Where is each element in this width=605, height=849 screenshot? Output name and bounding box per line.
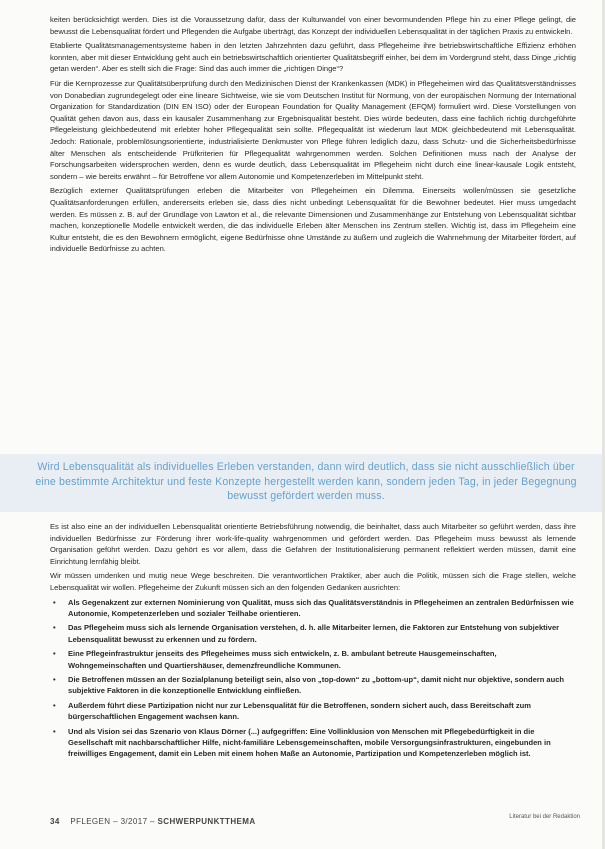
list-item-text: Außerdem führt diese Partizipation nicht nur zur Lebensqualität für die Betroffenen, sondern sichert auch, dass Bereitschaft zum bürgerschaftlichen Engagement wachsen kann. (68, 700, 531, 722)
bullet-icon: • (53, 726, 56, 736)
section-name: SCHWERPUNKTTHEMA (157, 817, 256, 826)
bullet-icon: • (53, 649, 56, 659)
body-paragraph: Bezüglich externer Qualitätsprüfungen erleben die Mitarbeiter von Pflegeheimen ein Dilemma. Einerseits wollen/müssen sie gesetzliche Qualitätsanforderungen erfüllen, andererseits erleben sie, dass dies nicht unbedingt Lebensqualität für die Bewohner bedeutet. Hier muss umgedacht werden. Es müssen z. B. auf der Grundlage von Lawton et al., die relevante Dimensionen und Zusammenhänge zur Entstehung von Lebensqualität sichtbar machen, konzeptionelle Modelle entwickelt werden, die das individuelle Erleben älter Menschen ins Zentrum stellen. Wichtig ist, dass im Pflegeheim eine Kultur entsteht, die es den Bewohnern ermöglicht, eigene Bedürfnisse ohne Umstände zu äußern und zugleich die Wahrnehmung der Mitarbeiter fördert, auf individuelle Bedürfnisse zu achten. (50, 186, 576, 254)
body-paragraph: keiten berücksichtigt werden. Dies ist die Voraussetzung dafür, dass der Kulturwandel von einer bevormundenden Pflege hin zu einer Pflege gelingt, die bewusst die Lebensqualität fördert und Pflegenden die Aufgabe überträgt, das Konzept der individuellen Lebensqualität in der täglichen Praxis zu entwickeln. (50, 15, 576, 36)
list-item-text: Das Pflegeheim muss sich als lernende Organisation verstehen, d. h. alle Mitarbeiter lernen, die Faktoren zur Entstehung von subjektiver Lebensqualität bewusst zu erkennen und zu fördern. (68, 623, 560, 644)
lower-text-block (50, 521, 576, 763)
bullet-icon: • (53, 700, 56, 710)
body-paragraph: Etablierte Qualitätsmanagementsysteme haben in den letzten Jahrzehnten dazu geführt, dass Pflegeheime ihre betriebswirtschaftliche Effizienz erhöhen konnten, aber mit dieser Entwicklung geht auch ein betriebswirtschaftlich orientierter Qualitätsbegriff einher, bei dem im Vordergrund steht, dass Dinge „richtig getan werden“. Aber es stellt sich die Frage: Sind das auch immer die „richtigen Dinge“? (50, 41, 576, 74)
body-paragraph: Es ist also eine an der individuellen Lebensqualität orientierte Betriebsführung notwendig, die beinhaltet, dass auch Mitarbeiter so geführt werden, dass ihre individuellen Bedürfnisse zur Förderung ihrer work-life-quality wahrgenommen und gefördert werden. Das Pflegeheim muss bewusst als lernende Organisation geführt werden. Dazu gehört es vor allem, dass die Gefahren der Institutionalisierung permanent reflektiert werden müssen, damit eine Einrichtung lernfähig bleibt. (50, 522, 576, 566)
list-item (53, 648, 576, 671)
page-number: 34 (50, 817, 60, 826)
list-item (53, 674, 576, 697)
bullet-list (50, 597, 576, 760)
upper-text-block (50, 14, 576, 258)
pull-quote-box (0, 454, 605, 512)
list-item (53, 726, 576, 760)
list-item-text: Als Gegenakzent zur externen Nominierung von Qualität, muss sich das Qualitätsverständnis in Pflegeheimen an zentralen Bedürfnissen wie Autonomie, Kompetenzerleben und sozialer Teilhabe orientieren. (68, 597, 574, 618)
list-item (53, 700, 576, 723)
pull-quote: Wird Lebensqualität als individuelles Erleben verstanden, dann wird deutlich, dass sie nicht ausschließlich über eine bestimmte Architektur und feste Konzepte hergestellt werden kann, sondern jeden Tag, in jeder Begegnung bewusst gefördert werden muss. (35, 461, 577, 503)
list-item-text: Eine Pflegeinfrastruktur jenseits des Pflegeheimes muss sich entwickeln, z. B. ambulant betreute Hausgemeinschaften, Wohngemeinschaften und Quartiershäuser, demenzfreundliche Kommunen. (68, 649, 497, 670)
list-item-text: Und als Vision sei das Szenario von Klaus Dörner (...) aufgegriffen: Eine Vollinklusion von Menschen mit Pflegebedürftigkeit in die Gesellschaft mit nachbarschaftlicher Hilfe, nicht-familiäre Lebensgemeinschaften, mobile Versorgungsinfrastrukturen, eingebunden in freiwilliges Engagement, damit ein Leben mit einem hohen Maße an Autonomie, Partizipation und Kompetenzerleben möglich ist. (68, 726, 551, 759)
bullet-icon: • (53, 623, 56, 633)
body-paragraph: Für die Kernprozesse zur Qualitätsüberprüfung durch den Medizinischen Dienst der Krankenkassen (MDK) in Pflegeheimen wird das Qualitätsverständnisses von Donabedian zugrundegelegt oder eine lineare Sichtweise, wie sie vom Deutschen Institut für Normung, von der europäischen Normung der International Organization for Standardization (DIN EN ISO) oder der European Foundation for Quality Management (EFQM) formuliert wird. Diese Vorstellungen von Qualität gehen davon aus, dass ein kausaler Zusammenhang zur Ergebnisqualität besteht. Dies würde bedeuten, dass eine fachlich richtig durchgeführte Pflegeleistung gleichbedeutend mit erlebter hoher Pflegequalität sein sollte. Pflegequalität ist wiederum laut MDK gleichbedeutend mit Lebensqualität. Jedoch: Rationale, problemlösungsorientierte, industrialisierte Denkmuster von Pflege führen lediglich dazu, dass Schutz- und die Sicherheitsbedürfnisse älter Menschen als entscheidende Prüfkriterien für Pflegequalität wahrgenommen werden. Solchen Definitionen muss nach der Analyse der Forschungsarbeiten widersprochen werden, denn es wurde deutlich, dass Lebensqualität im Pflegeheim nicht durch eine linear-kausale Logik entsteht, sondern – wie bereits erwähnt – für Betroffene vor allem Autonomie und Kompetenzerleben im Mittelpunkt steht. (50, 78, 576, 181)
page-footer (50, 817, 256, 826)
list-item (53, 622, 576, 645)
bullet-icon: • (53, 597, 56, 607)
list-item (53, 597, 576, 620)
references-note: Literatur bei der Redaktion (509, 814, 580, 820)
body-paragraph: Wir müssen umdenken und mutig neue Wege beschreiten. Die verantwortlichen Praktiker, aber auch die Politik, müssen sich die Frage stellen, welche Lebensqualität wir wollen. Pflegeheime der Zukunft müssen sich an den folgenden Gedanken ausrichten: (50, 571, 576, 592)
list-item-text: Die Betroffenen müssen an der Sozialplanung beteiligt sein, also von „top-down“ zu „bottom-up“, damit nicht nur objektive, sondern auch subjektive Faktoren in die konzeptionelle Entwicklung einfließen. (68, 675, 565, 696)
bullet-icon: • (53, 675, 56, 684)
running-head: PFLEGEN – 3/2017 – (70, 817, 155, 826)
